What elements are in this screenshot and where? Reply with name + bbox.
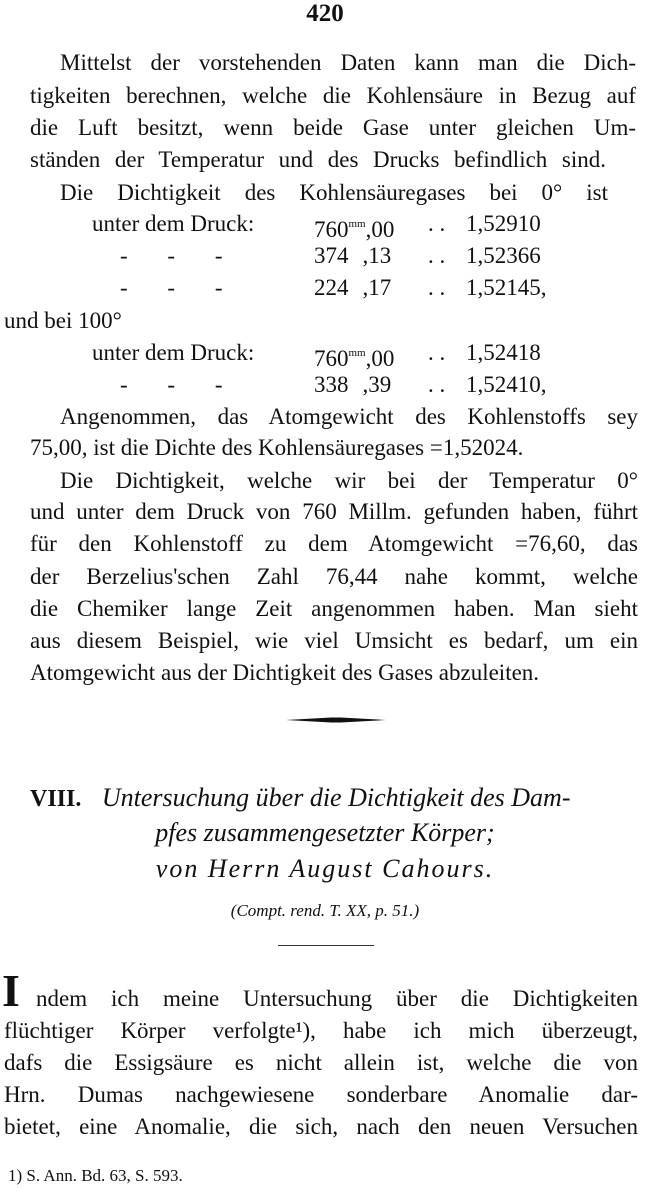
para4-line-4: der Berzelius'schen Zahl 76,44 nahe kommt, welche	[30, 564, 638, 589]
leader-dots: . .	[428, 211, 446, 236]
body-line-4: Hrn. Dumas nachgewiesene sonderbare Anomalie dar-	[4, 1082, 638, 1107]
para4-line-6: aus diesem Beispiel, wie viel Umsicht es bedarf, um ein	[30, 628, 638, 653]
footnote: 1) S. Ann. Bd. 63, S. 593.	[8, 1166, 183, 1185]
section-title-text: Untersuchung über die Dichtigkeit des Dam-	[101, 783, 571, 812]
row-label: - - -	[120, 275, 223, 300]
divider-rule	[278, 945, 374, 946]
row-label: unter dem Druck:	[92, 340, 255, 365]
leader-dots: . .	[428, 275, 446, 300]
section-author	[0, 853, 650, 885]
row-label: - - -	[120, 372, 223, 397]
section-title-line-1	[30, 782, 570, 815]
leader-dots: . .	[428, 340, 446, 365]
author-text: von Herrn August Cahours.	[155, 854, 495, 883]
row-label: unter dem Druck:	[92, 211, 255, 236]
section-divider-ornament	[286, 717, 386, 723]
density-value: 1,52418	[466, 340, 541, 365]
para1-line-1: Mittelst der vorstehenden Daten kann man die Dich-	[60, 50, 636, 75]
para4-line-7: Atomgewicht aus der Dichtigkeit des Gases abzuleiten.	[30, 660, 540, 685]
para1-line-2: tigkeiten berechnen, welche die Kohlensäure in Bezug auf	[30, 83, 636, 108]
body-line-5: bietet, eine Anomalie, die sich, nach den neuen Versuchen	[4, 1114, 638, 1139]
para4-line-5: die Chemiker lange Zeit angenommen haben. Man sieht	[30, 596, 638, 621]
page-number: 420	[306, 0, 344, 27]
para1-line-3: die Luft besitzt, wenn beide Gase unter gleichen Um-	[30, 115, 636, 140]
row-label: - - -	[120, 243, 223, 268]
drop-cap: I	[2, 965, 20, 1016]
section-title-line-2	[0, 817, 650, 849]
para1-line-4: ständen der Temperatur und des Drucks befindlich sind.	[30, 147, 606, 172]
body-line-2: flüchtiger Körper verfolgte¹), habe ich mich überzeugt,	[4, 1018, 638, 1043]
section-title-text-2: pfes zusammengesetzter Körper;	[155, 818, 495, 847]
para4-line-3: für den Kohlenstoff zu dem Atomgewicht =76,60, das	[30, 531, 638, 556]
body-line-3: dafs die Essigsäure es nicht allein ist, welche die von	[4, 1050, 638, 1075]
pressure-value: $760^{mm},00$	[314, 217, 395, 242]
pressure-value: 338 ,39	[314, 372, 392, 397]
leader-dots: . .	[428, 243, 446, 268]
intro-100deg: und bei 100°	[4, 308, 122, 333]
leader-dots: . .	[428, 372, 446, 397]
pressure-value: 374 ,13	[314, 243, 392, 268]
para4-line-1: Die Dichtigkeit, welche wir bei der Temperatur 0°	[60, 468, 638, 493]
section-numeral: VIII.	[30, 786, 82, 812]
source-citation: (Compt. rend. T. XX, p. 51.)	[230, 901, 420, 920]
density-value: 1,52910	[466, 211, 541, 236]
para3-line-1: Angenommen, das Atomgewicht des Kohlenstoffs sey	[60, 404, 638, 429]
pressure-value: 224 ,17	[314, 275, 392, 300]
pressure-value: $760^{mm},00$	[314, 346, 395, 371]
para4-line-2: und unter dem Druck von 760 Millm. gefunden haben, führt	[30, 499, 638, 524]
body-line-1: ndem ich meine Untersuchung über die Dichtigkeiten	[36, 986, 638, 1011]
density-intro: Die Dichtigkeit des Kohlensäuregases bei 0° ist	[60, 180, 608, 205]
density-value: 1,52410,	[466, 372, 547, 397]
density-value: 1,52366	[466, 243, 541, 268]
density-value: 1,52145,	[466, 275, 547, 300]
para3-line-2: 75,00, ist die Dichte des Kohlensäuregases =1,52024.	[30, 435, 524, 460]
